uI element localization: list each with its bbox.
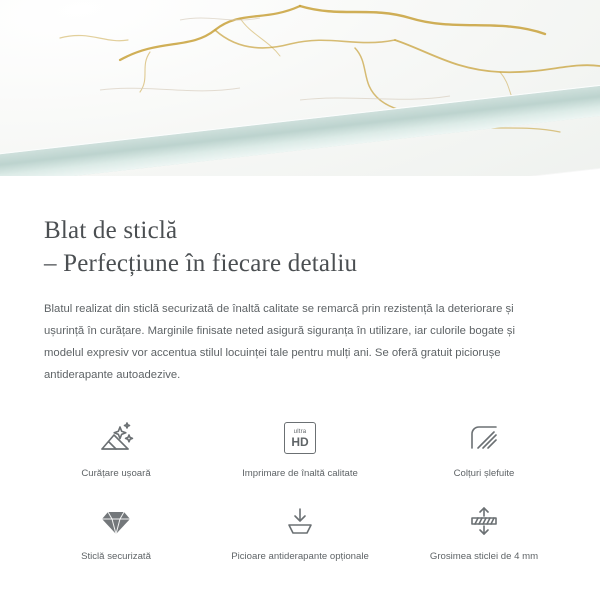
thickness-arrows-icon <box>464 499 504 543</box>
feature-label: Grosimea sticlei de 4 mm <box>429 550 539 562</box>
sparkle-cloth-icon <box>96 416 136 460</box>
feature-label: Colțuri șlefuite <box>453 468 515 480</box>
hero-image <box>0 0 600 200</box>
ultra-hd-badge-top: ultra <box>293 428 307 435</box>
page-title <box>44 214 556 280</box>
feature-polished-corners <box>392 416 576 480</box>
feature-tempered-glass <box>24 499 208 563</box>
feature-easy-cleaning <box>24 416 208 480</box>
anti-slip-foot-icon <box>280 499 320 543</box>
feature-anti-slip-feet <box>208 499 392 563</box>
polished-corners-icon <box>464 416 504 460</box>
feature-glass-thickness <box>392 499 576 563</box>
ultra-hd-badge-bottom: HD <box>291 434 309 449</box>
text-content <box>0 200 600 386</box>
feature-label: Picioare antiderapante opționale <box>231 550 369 562</box>
diamond-icon <box>96 499 136 543</box>
ultra-hd-icon <box>284 416 316 460</box>
feature-label: Curățare ușoară <box>81 468 151 480</box>
features-grid <box>0 416 600 563</box>
hero-bottom-mask <box>0 176 600 200</box>
feature-label: Imprimare de înaltă calitate <box>242 468 358 480</box>
headline-line-2: – Perfecțiune în fiecare detaliu <box>44 250 358 277</box>
description-paragraph: Blatul realizat din sticlă securizată de înaltă calitate se remarcă prin rezistență la deteriorare și ușurință în curățare. Marginile finisate neted asigură siguranța în utilizare, iar culorile bogate și modelul expresiv vor accentua stilul locuinței tale pentru mulți ani. Se oferă gratuit piciorușe antiderapante autoadezive. <box>44 303 515 382</box>
feature-label: Sticlă securizată <box>81 550 151 562</box>
feature-print-quality <box>208 416 392 480</box>
headline-line-1: Blat de sticlă <box>44 217 178 244</box>
